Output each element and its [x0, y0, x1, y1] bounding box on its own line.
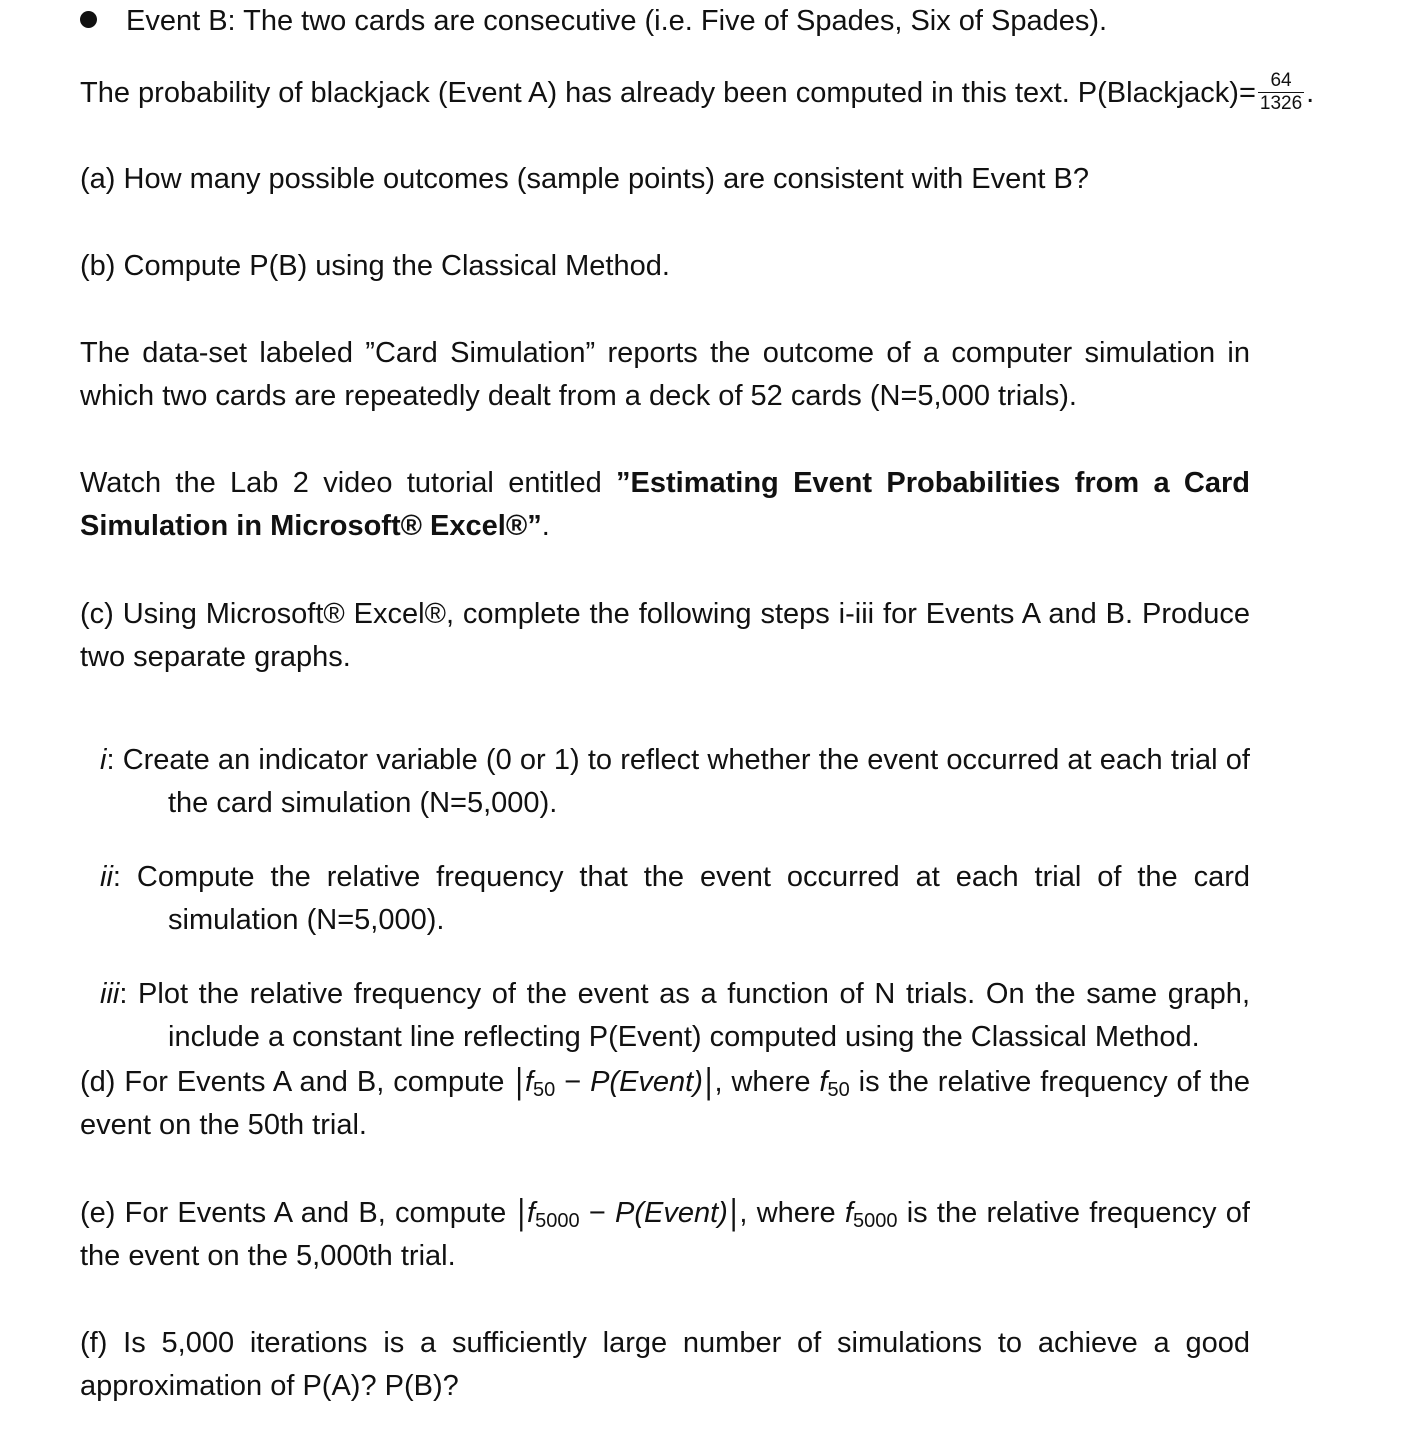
- question-e-minus: −: [579, 1197, 616, 1229]
- blackjack-intro-text: The probability of blackjack (Event A) has already been computed in this text. P(Blackjack)=: [80, 77, 1256, 109]
- bullet-event-b: [80, 0, 1250, 43]
- bullet-event-b-text: Event B: The two cards are consecutive (i.e. Five of Spades, Six of Spades).: [126, 5, 1108, 37]
- step-i-text: : Create an indicator variable (0 or 1) to reflect whether the event occurred at each trial of the card simulation (N=5,000).: [106, 744, 1250, 819]
- step-i-label: i: [100, 744, 107, 776]
- question-b: (b) Compute P(B) using the Classical Method.: [80, 250, 670, 282]
- question-e-sub2: 5000: [852, 1210, 898, 1232]
- bullet-dot-icon: [80, 11, 97, 28]
- question-d-f2: f: [819, 1066, 828, 1098]
- dataset-description: The data-set labeled ”Card Simulation” reports the outcome of a computer simulation in which two cards are repeatedly dealt from a deck of 52 cards (N=5,000 trials).: [80, 337, 1250, 412]
- question-a: (a) How many possible outcomes (sample points) are consistent with Event B?: [80, 163, 1089, 195]
- step-iii: [100, 973, 1250, 1059]
- fraction-denominator: 1326: [1259, 92, 1303, 114]
- question-e-f2: f: [844, 1197, 853, 1229]
- question-d-suffix: is the relative frequency of the event on the 50th trial.: [80, 1066, 1250, 1141]
- video-prefix: Watch the Lab 2 video tutorial entitled: [80, 467, 617, 499]
- video-suffix: .: [541, 510, 550, 542]
- question-d-middle: , where: [714, 1066, 820, 1098]
- video-tutorial-paragraph: [80, 462, 1250, 548]
- question-f: (f) Is 5,000 iterations is a sufficiently large number of simulations to achieve a good approximation of P(A)? P(B)?: [80, 1327, 1250, 1402]
- fraction-trailing: .: [1306, 77, 1315, 109]
- question-d-sub2: 50: [827, 1079, 850, 1101]
- question-e: [80, 1192, 1250, 1278]
- abs-bar-right: |: [729, 1192, 738, 1233]
- question-e-suffix: is the relative frequency of the event on the 5,000th trial.: [80, 1197, 1250, 1272]
- abs-bar-left: |: [515, 1061, 523, 1102]
- step-iii-label: iii: [100, 978, 120, 1010]
- abs-bar-right: |: [704, 1061, 713, 1102]
- question-e-p-event: P(Event): [615, 1197, 728, 1229]
- question-d-minus: −: [555, 1066, 591, 1098]
- question-e-middle: , where: [739, 1197, 845, 1229]
- fraction-numerator: 64: [1258, 71, 1304, 93]
- video-title: ”Estimating Event Probabilities from a Card Simulation in Microsoft® Excel®”: [80, 467, 1250, 542]
- step-ii: [100, 856, 1250, 942]
- question-c: (c) Using Microsoft® Excel®, complete the following steps i-iii for Events A and B. Produce two separate graphs.: [80, 598, 1250, 673]
- question-e-f: f: [527, 1197, 536, 1229]
- question-d: [80, 1061, 1250, 1147]
- question-d-p-event: P(Event): [590, 1066, 703, 1098]
- step-ii-text: : Compute the relative frequency that the event occurred at each trial of the card simulation (N=5,000).: [112, 861, 1250, 936]
- step-iii-text: : Plot the relative frequency of the event as a function of N trials. On the same graph, include a constant line reflecting P(Event) computed using the Classical Method.: [119, 978, 1250, 1053]
- question-e-prefix: (e) For Events A and B, compute: [80, 1197, 516, 1229]
- question-e-sub: 5000: [535, 1210, 580, 1232]
- question-d-prefix: (d) For Events A and B, compute: [80, 1066, 514, 1098]
- question-d-sub: 50: [533, 1079, 556, 1101]
- step-ii-label: ii: [100, 861, 113, 893]
- question-d-f: f: [524, 1066, 533, 1098]
- abs-bar-left: |: [517, 1192, 526, 1233]
- blackjack-probability-line: [80, 69, 1380, 116]
- step-i: [100, 739, 1250, 825]
- blackjack-fraction: [1258, 71, 1304, 114]
